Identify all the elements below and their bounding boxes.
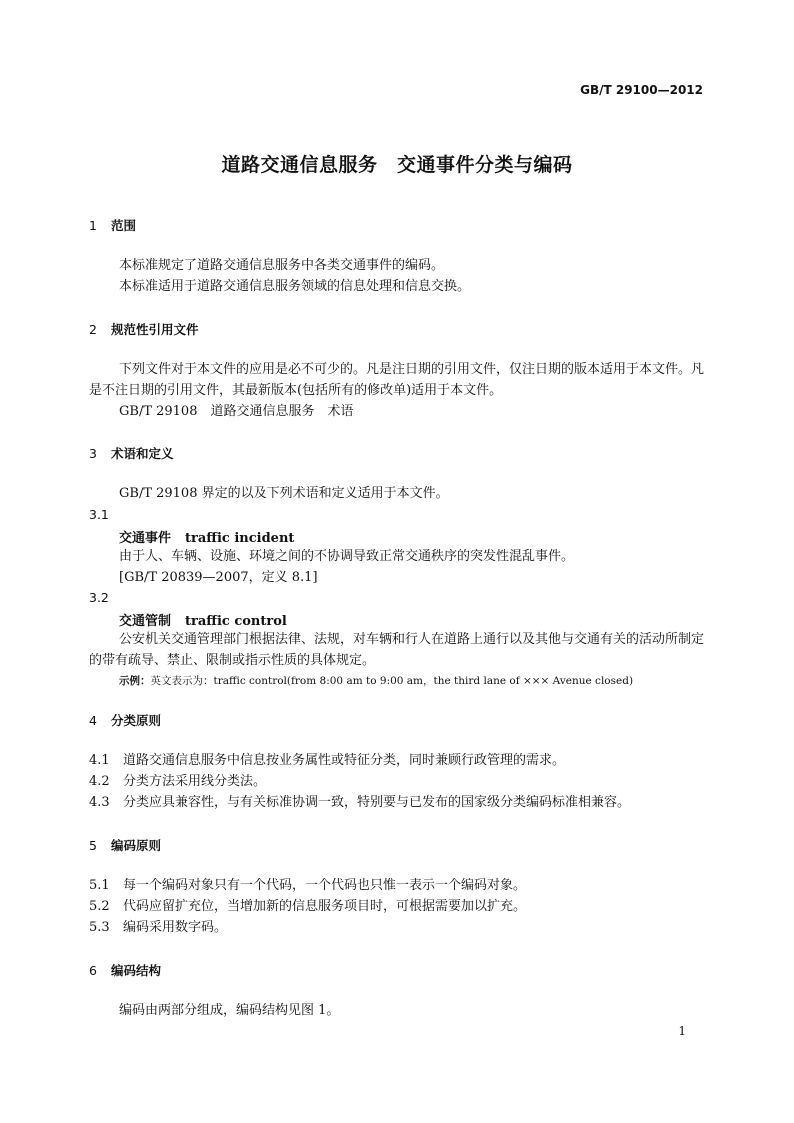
clause (89, 750, 565, 771)
clause-number: 4.1 (89, 753, 110, 768)
section-6-heading (89, 961, 161, 979)
clause-text: 每一个编码对象只有一个代码，一个代码也只惟一表示一个编码对象。 (123, 878, 527, 893)
clause (89, 917, 227, 938)
clause-text: 代码应留扩充位，当增加新的信息服务项目时，可根据需要加以扩充。 (123, 899, 527, 914)
term-chinese: 交通管制 (119, 614, 172, 629)
clause-text: 道路交通信息服务中信息按业务属性或特征分类，同时兼顾行政管理的需求。 (123, 753, 566, 768)
example-text: 英文表示为：traffic control(from 8:00 am to 9:00 am，the third lane of ××× Avenue closed) (150, 675, 634, 687)
paragraph: 编码由两部分组成，编码结构见图 1。 (119, 1003, 340, 1018)
section-title: 编码原则 (111, 838, 162, 853)
section-title: 分类原则 (111, 713, 162, 728)
paragraph: 下列文件对于本文件的应用是必不可少的。凡是注日期的引用文件，仅注日期的版本适用于本文件。凡是不注日期的引用文件，其最新版本(包括所有的修改单)适用于本文件。 (89, 362, 705, 398)
example-note (119, 673, 633, 688)
term-english: traffic incident (185, 531, 295, 546)
clause-text: 编码采用数字码。 (123, 920, 228, 935)
section-number: 6 (89, 963, 97, 978)
clause (89, 896, 526, 917)
clause (89, 792, 630, 813)
section-title: 规范性引用文件 (111, 322, 199, 337)
section-number: 4 (89, 713, 97, 728)
document-title: 道路交通信息服务 交通事件分类与编码 (221, 154, 573, 176)
term-definition: 公安机关交通管理部门根据法律、法规，对车辆和行人在道路上通行以及其他与交通有关的活动所制定的带有疏导、禁止、限制或指示性质的具体规定。 (89, 632, 705, 668)
term-definition: 由于人、车辆、设施、环境之间的不协调导致正常交通秩序的突发性混乱事件。 (119, 549, 575, 564)
term-entry (119, 610, 287, 629)
section-number: 2 (89, 322, 97, 337)
clause-number: 4.3 (89, 795, 110, 810)
term-source: [GB/T 20839—2007，定义 8.1] (119, 570, 318, 585)
term-chinese: 交通事件 (119, 531, 172, 546)
term-number: 3.2 (89, 590, 109, 605)
clause-number: 5.1 (89, 878, 110, 893)
section-5-heading (89, 836, 161, 854)
section-title: 编码结构 (111, 963, 162, 978)
clause-text: 分类方法采用线分类法。 (123, 774, 267, 789)
clause-number: 5.2 (89, 899, 110, 914)
example-label: 示例： (119, 675, 151, 687)
section-number: 1 (89, 218, 97, 233)
clause-number: 4.2 (89, 774, 110, 789)
section-3-heading (89, 444, 174, 462)
section-2-heading (89, 320, 199, 338)
section-1-heading (89, 216, 136, 234)
section-title: 术语和定义 (111, 446, 174, 461)
normative-reference: GB/T 29108 道路交通信息服务 术语 (119, 404, 354, 419)
clause (89, 875, 526, 896)
clause-number: 5.3 (89, 920, 110, 935)
paragraph: 本标准适用于道路交通信息服务领域的信息处理和信息交换。 (119, 279, 471, 294)
standard-code: GB/T 29100—2012 (580, 83, 703, 97)
term-english: traffic control (185, 614, 287, 629)
term-entry (119, 527, 294, 546)
page-number: 1 (678, 1024, 686, 1038)
paragraph: 本标准规定了道路交通信息服务中各类交通事件的编码。 (119, 258, 445, 273)
section-number: 3 (89, 446, 97, 461)
paragraph: GB/T 29108 界定的以及下列术语和定义适用于本文件。 (119, 486, 449, 501)
clause-text: 分类应具兼容性，与有关标准协调一致，特别要与已发布的国家级分类编码标准相兼容。 (123, 795, 631, 810)
section-title: 范围 (111, 218, 137, 233)
term-number: 3.1 (89, 507, 109, 522)
clause (89, 771, 266, 792)
section-number: 5 (89, 838, 97, 853)
section-4-heading (89, 711, 161, 729)
